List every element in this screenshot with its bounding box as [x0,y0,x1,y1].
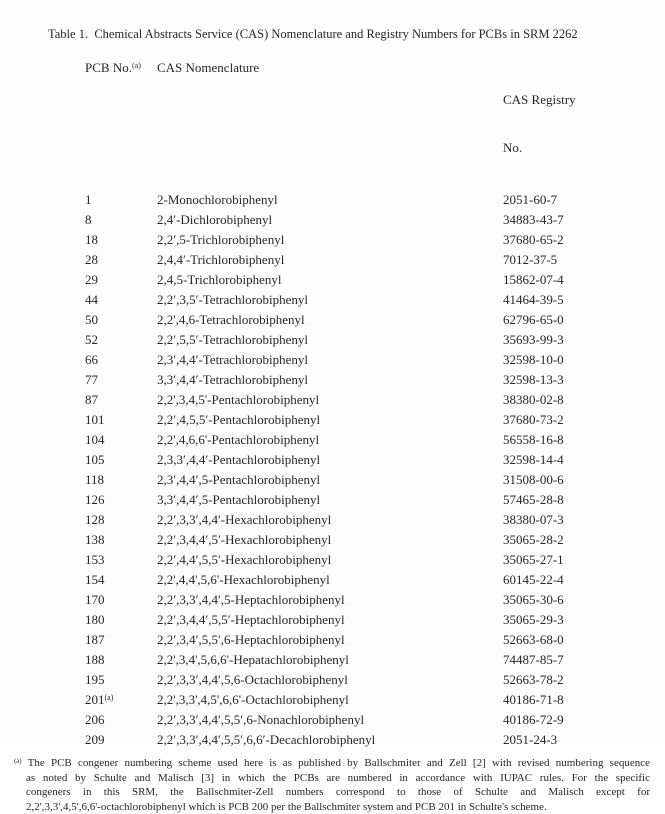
footnote-line: congeners in this SRM, the Ballschmiter-Zell numbers correspond to those of Schulte and Malisch except for [26,785,650,800]
cas-table [85,60,665,750]
cas-nomenclature-cell: 2,2′,3,3′,4,4′,5,5′,6,6′-Decachlorobiphenyl [157,730,503,750]
cas-nomenclature-cell: 2,2′,3,4′,5,5′,6-Heptachlorobiphenyl [157,630,503,650]
cas-registry-cell: 52663-68-0 [503,630,665,650]
table-row [85,690,665,710]
pcb-number-cell [85,450,157,470]
cas-registry-cell: 35065-27-1 [503,550,665,570]
pcb-number-cell [85,410,157,430]
header-cas-registry-line2: No. [503,140,665,156]
cas-registry-cell: 37680-73-2 [503,410,665,430]
pcb-number-cell [85,730,157,750]
pcb-number: 126 [85,492,105,507]
pcb-number-cell [85,210,157,230]
pcb-number-cell [85,570,157,590]
cas-nomenclature-cell: 2,2',4,4',5,6'-Hexachlorobiphenyl [157,570,503,590]
pcb-number-cell [85,650,157,670]
pcb-number: 187 [85,632,105,647]
pcb-number: 188 [85,652,105,667]
cas-registry-cell: 35693-99-3 [503,330,665,350]
pcb-number-cell [85,710,157,730]
pcb-number-cell [85,370,157,390]
cas-nomenclature-cell: 2,2′,3,3′,4,4′,5,5′,6-Nonachlorobiphenyl [157,710,503,730]
pcb-number-cell [85,290,157,310]
table-row [85,630,665,650]
cas-registry-cell: 40186-71-8 [503,690,665,710]
cas-nomenclature-cell: 3,3′,4,4′,5-Pentachlorobiphenyl [157,490,503,510]
table-rows [85,190,665,750]
cas-registry-cell: 31508-00-6 [503,470,665,490]
cas-registry-cell: 32598-13-3 [503,370,665,390]
cas-nomenclature-cell: 2-Monochlorobiphenyl [157,190,503,210]
pcb-number: 77 [85,372,98,387]
cas-registry-cell: 2051-60-7 [503,190,665,210]
cas-nomenclature-cell: 2,2′,3,3′,4,4′,5,6-Octachlorobiphenyl [157,670,503,690]
pcb-number: 87 [85,392,98,407]
header-footnote-marker: (a) [132,61,141,70]
cas-nomenclature-cell: 2,4′-Dichlorobiphenyl [157,210,503,230]
header-cas-registry [503,60,665,188]
table-row [85,530,665,550]
cas-registry-cell: 74487-85-7 [503,650,665,670]
pcb-number: 66 [85,352,98,367]
cas-nomenclature-cell: 2,2′,3,4,4′,5,5′-Heptachlorobiphenyl [157,610,503,630]
cas-registry-cell: 37680-65-2 [503,230,665,250]
table-row [85,510,665,530]
header-cas-registry-line1: CAS Registry [503,92,665,108]
pcb-number-cell [85,630,157,650]
pcb-number-cell [85,310,157,330]
pcb-number: 8 [85,212,92,227]
cas-nomenclature-cell: 2,2',4,6,6'-Pentachlorobiphenyl [157,430,503,450]
cas-nomenclature-cell: 2,2′,3,3′,4,4′,5-Heptachlorobiphenyl [157,590,503,610]
cas-registry-cell: 15862-07-4 [503,270,665,290]
footnote-line: as noted by Schulte and Malisch [3] in which the PCBs are numbered in accordance with IUPAC rules. For the specific [26,771,650,786]
cas-nomenclature-cell: 2,2′,5-Trichlorobiphenyl [157,230,503,250]
pcb-number-cell [85,510,157,530]
cas-registry-cell: 40186-72-9 [503,710,665,730]
cas-nomenclature-cell: 2,2′,3,5′-Tetrachlorobiphenyl [157,290,503,310]
cas-nomenclature-cell: 2,2′,3,3′,4,4′-Hexachlorobiphenyl [157,510,503,530]
cas-nomenclature-cell: 2,3′,4,4′,5-Pentachlorobiphenyl [157,470,503,490]
table-row [85,590,665,610]
cas-registry-cell: 2051-24-3 [503,730,665,750]
pcb-number-cell [85,530,157,550]
cas-nomenclature-cell: 2,2′,5,5′-Tetrachlorobiphenyl [157,330,503,350]
table-row [85,470,665,490]
pcb-number-cell [85,270,157,290]
pcb-number-cell [85,470,157,490]
table-row [85,490,665,510]
table-row [85,210,665,230]
pcb-number: 209 [85,732,105,747]
cas-registry-cell: 38380-02-8 [503,390,665,410]
pcb-number: 104 [85,432,105,447]
pcb-number: 153 [85,552,105,567]
table-row [85,190,665,210]
pcb-number: 18 [85,232,98,247]
header-pcb-no [85,60,157,76]
pcb-number: 195 [85,672,105,687]
pcb-number: 138 [85,532,105,547]
cas-registry-cell: 35065-29-3 [503,610,665,630]
footnote-marker: (a) [14,758,22,765]
cas-registry-cell: 52663-78-2 [503,670,665,690]
cas-registry-cell: 32598-10-0 [503,350,665,370]
pcb-number: 1 [85,192,92,207]
cas-registry-cell: 35065-30-6 [503,590,665,610]
cas-registry-cell: 60145-22-4 [503,570,665,590]
pcb-number-footnote-marker: (a) [105,693,114,702]
pcb-number-cell [85,670,157,690]
pcb-number-cell [85,390,157,410]
cas-nomenclature-cell: 2,2′,4,4′,5,5′-Hexachlorobiphenyl [157,550,503,570]
table-row [85,330,665,350]
table-row [85,650,665,670]
table-row [85,710,665,730]
pcb-number: 128 [85,512,105,527]
cas-registry-cell: 56558-16-8 [503,430,665,450]
table-row [85,670,665,690]
pcb-number-cell [85,190,157,210]
cas-registry-cell: 34883-43-7 [503,210,665,230]
table-row [85,430,665,450]
table-row [85,450,665,470]
pcb-number: 105 [85,452,105,467]
cas-registry-cell: 41464-39-5 [503,290,665,310]
pcb-number-cell [85,350,157,370]
pcb-number-cell [85,250,157,270]
table-row [85,570,665,590]
table-row [85,390,665,410]
pcb-number: 28 [85,252,98,267]
cas-nomenclature-cell: 2,2',4,6-Tetrachlorobiphenyl [157,310,503,330]
pcb-number-cell [85,330,157,350]
pcb-number: 44 [85,292,98,307]
pcb-number: 52 [85,332,98,347]
cas-nomenclature-cell: 2,2',3,4,5'-Pentachlorobiphenyl [157,390,503,410]
pcb-number: 29 [85,272,98,287]
footnote-line [26,756,650,771]
pcb-number: 154 [85,572,105,587]
table-row [85,610,665,630]
cas-nomenclature-cell: 2,3′,4,4′-Tetrachlorobiphenyl [157,350,503,370]
pcb-number: 170 [85,592,105,607]
cas-nomenclature-cell: 3,3′,4,4′-Tetrachlorobiphenyl [157,370,503,390]
pcb-number-cell [85,690,157,710]
table-header-row [85,60,665,188]
cas-nomenclature-cell: 2,4,4′-Trichlorobiphenyl [157,250,503,270]
cas-nomenclature-cell: 2,2',3,4',5,6,6'-Hepatachlorobiphenyl [157,650,503,670]
cas-nomenclature-cell: 2,2',3,3',4,5',6,6'-Octachlorobiphenyl [157,690,503,710]
table-title: Table 1. Chemical Abstracts Service (CAS) Nomenclature and Registry Numbers for PCBs in SRM 2262 [48,0,645,42]
table-row [85,350,665,370]
footnote [26,756,650,814]
cas-nomenclature-cell: 2,3,3′,4,4′-Pentachlorobiphenyl [157,450,503,470]
pcb-number-cell [85,550,157,570]
pcb-number-cell [85,230,157,250]
pcb-number-cell [85,490,157,510]
pcb-number-cell [85,610,157,630]
table-row [85,730,665,750]
pcb-number: 180 [85,612,105,627]
footnote-text: The PCB congener numbering scheme used here is as published by Ballschmiter and Zell [2] with revised numbering sequence [28,757,650,769]
footnote-line: 2,2',3,3',4,5',6,6'-octachlorobiphenyl which is PCB 200 per the Ballschmiter system and PCB 201 in Schulte's scheme. [26,800,650,814]
table-row [85,250,665,270]
cas-nomenclature-cell: 2,2′,4,5,5′-Pentachlorobiphenyl [157,410,503,430]
pcb-number: 206 [85,712,105,727]
cas-registry-cell: 62796-65-0 [503,310,665,330]
cas-registry-cell: 7012-37-5 [503,250,665,270]
cas-nomenclature-cell: 2,2′,3,4,4′,5′-Hexachlorobiphenyl [157,530,503,550]
cas-registry-cell: 32598-14-4 [503,450,665,470]
cas-nomenclature-cell: 2,4,5-Trichlorobiphenyl [157,270,503,290]
table-row [85,550,665,570]
table-row [85,270,665,290]
pcb-number: 201 [85,692,105,707]
cas-registry-cell: 57465-28-8 [503,490,665,510]
table-row [85,370,665,390]
pcb-number: 101 [85,412,105,427]
pcb-number-cell [85,590,157,610]
table-row [85,410,665,430]
table-row [85,230,665,250]
cas-registry-cell: 35065-28-2 [503,530,665,550]
table-row [85,310,665,330]
pcb-number: 50 [85,312,98,327]
header-cas-nomenclature: CAS Nomenclature [157,60,503,76]
pcb-number-cell [85,430,157,450]
header-pcb-no-label: PCB No. [85,60,132,75]
cas-registry-cell: 38380-07-3 [503,510,665,530]
table-row [85,290,665,310]
pcb-number: 118 [85,472,104,487]
